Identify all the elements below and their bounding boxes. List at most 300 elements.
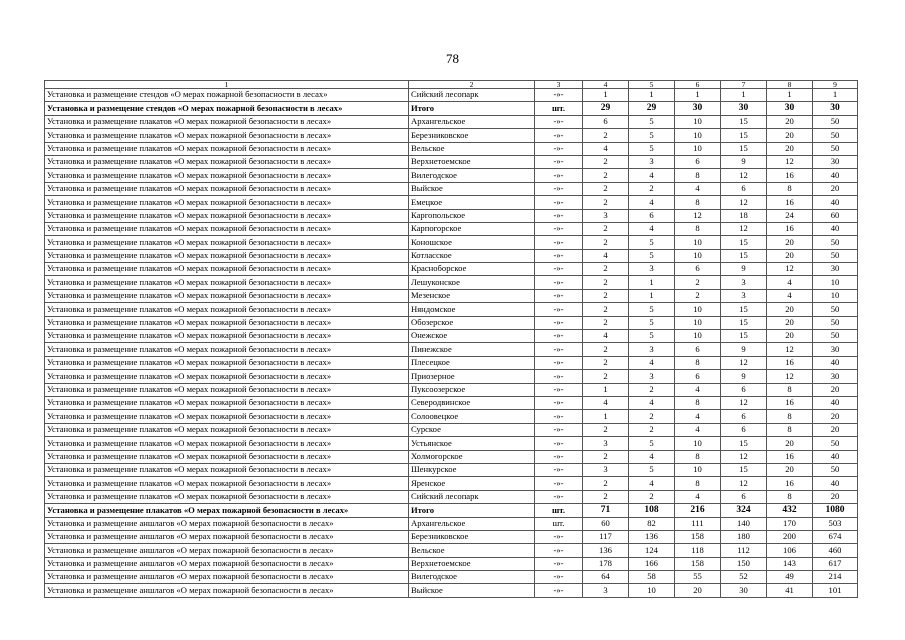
value-cell: 40	[813, 396, 858, 409]
value-cell: 50	[813, 463, 858, 476]
value-cell: 10	[675, 316, 721, 329]
value-cell: 20	[813, 490, 858, 503]
unit-cell: -»-	[535, 209, 583, 222]
value-cell: 6	[721, 383, 767, 396]
table-row	[45, 330, 858, 343]
unit-cell: -»-	[535, 155, 583, 168]
table-row	[45, 182, 858, 195]
activity-cell: Установка и размещение плакатов «О мерах пожарной безопасности в лесах»	[45, 155, 409, 168]
activity-cell: Установка и размещение аншлагов «О мерах пожарной безопасности в лесах»	[45, 530, 409, 543]
unit-cell: -»-	[535, 182, 583, 195]
table-header	[45, 81, 858, 89]
value-cell: 40	[813, 169, 858, 182]
value-cell: 9	[721, 343, 767, 356]
value-cell: 2	[583, 450, 629, 463]
value-cell: 5	[629, 129, 675, 142]
activity-cell: Установка и размещение плакатов «О мерах пожарной безопасности в лесах»	[45, 504, 409, 517]
value-cell: 3	[629, 343, 675, 356]
value-cell: 4	[629, 477, 675, 490]
value-cell: 2	[675, 276, 721, 289]
activity-cell: Установка и размещение плакатов «О мерах пожарной безопасности в лесах»	[45, 343, 409, 356]
value-cell: 2	[583, 370, 629, 383]
page-number: 78	[446, 51, 459, 66]
unit-cell: -»-	[535, 289, 583, 302]
value-cell: 140	[721, 517, 767, 530]
value-cell: 10	[675, 115, 721, 128]
value-cell: 6	[721, 423, 767, 436]
forestry-cell: Устьянское	[409, 437, 535, 450]
value-cell: 1	[767, 89, 813, 102]
value-cell: 20	[767, 463, 813, 476]
value-cell: 118	[675, 544, 721, 557]
activity-cell: Установка и размещение плакатов «О мерах пожарной безопасности в лесах»	[45, 437, 409, 450]
activity-cell: Установка и размещение аншлагов «О мерах пожарной безопасности в лесах»	[45, 584, 409, 597]
activity-cell: Установка и размещение плакатов «О мерах пожарной безопасности в лесах»	[45, 236, 409, 249]
unit-cell: -»-	[535, 490, 583, 503]
value-cell: 6	[675, 370, 721, 383]
value-cell: 10	[675, 249, 721, 262]
value-cell: 15	[721, 463, 767, 476]
value-cell: 178	[583, 557, 629, 570]
forestry-cell: Лешуконское	[409, 276, 535, 289]
table-row	[45, 169, 858, 182]
value-cell: 82	[629, 517, 675, 530]
value-cell: 2	[583, 276, 629, 289]
activity-cell: Установка и размещение плакатов «О мерах пожарной безопасности в лесах»	[45, 396, 409, 409]
value-cell: 214	[813, 571, 858, 584]
forestry-cell: Вилегодское	[409, 169, 535, 182]
value-cell: 2	[583, 222, 629, 235]
value-cell: 4	[629, 222, 675, 235]
activity-cell: Установка и размещение плакатов «О мерах пожарной безопасности в лесах»	[45, 450, 409, 463]
value-cell: 71	[583, 504, 629, 517]
unit-cell: -»-	[535, 142, 583, 155]
value-cell: 8	[767, 182, 813, 195]
value-cell: 16	[767, 169, 813, 182]
unit-cell: шт.	[535, 504, 583, 517]
forestry-cell: Коношское	[409, 236, 535, 249]
forestry-cell: Архангельское	[409, 517, 535, 530]
value-cell: 30	[813, 343, 858, 356]
unit-cell: -»-	[535, 169, 583, 182]
value-cell: 6	[583, 115, 629, 128]
column-number: 8	[767, 81, 813, 89]
forestry-cell: Березниковское	[409, 530, 535, 543]
value-cell: 3	[629, 155, 675, 168]
unit-cell: -»-	[535, 236, 583, 249]
value-cell: 8	[675, 450, 721, 463]
unit-cell: -»-	[535, 544, 583, 557]
value-cell: 60	[583, 517, 629, 530]
value-cell: 216	[675, 504, 721, 517]
value-cell: 40	[813, 196, 858, 209]
value-cell: 2	[583, 155, 629, 168]
activity-cell: Установка и размещение плакатов «О мерах пожарной безопасности в лесах»	[45, 316, 409, 329]
value-cell: 20	[813, 383, 858, 396]
value-cell: 6	[629, 209, 675, 222]
unit-cell: -»-	[535, 410, 583, 423]
value-cell: 20	[767, 129, 813, 142]
forestry-cell: Яренское	[409, 477, 535, 490]
unit-cell: -»-	[535, 263, 583, 276]
value-cell: 3	[583, 437, 629, 450]
value-cell: 20	[767, 236, 813, 249]
activity-cell: Установка и размещение аншлагов «О мерах пожарной безопасности в лесах»	[45, 557, 409, 570]
value-cell: 5	[629, 330, 675, 343]
value-cell: 2	[583, 236, 629, 249]
unit-cell: -»-	[535, 530, 583, 543]
value-cell: 5	[629, 236, 675, 249]
table-row	[45, 263, 858, 276]
unit-cell: -»-	[535, 383, 583, 396]
value-cell: 3	[629, 370, 675, 383]
value-cell: 4	[675, 423, 721, 436]
table-row	[45, 115, 858, 128]
forestry-cell: Холмогорское	[409, 450, 535, 463]
forestry-cell: Выйское	[409, 182, 535, 195]
forestry-cell: Березниковское	[409, 129, 535, 142]
value-cell: 29	[583, 102, 629, 115]
unit-cell: -»-	[535, 356, 583, 369]
value-cell: 2	[583, 129, 629, 142]
value-cell: 4	[675, 490, 721, 503]
value-cell: 9	[721, 370, 767, 383]
value-cell: 6	[675, 155, 721, 168]
value-cell: 2	[583, 303, 629, 316]
value-cell: 12	[721, 196, 767, 209]
table-row	[45, 584, 858, 597]
unit-cell: -»-	[535, 423, 583, 436]
value-cell: 503	[813, 517, 858, 530]
value-cell: 180	[721, 530, 767, 543]
value-cell: 40	[813, 356, 858, 369]
table-row	[45, 276, 858, 289]
unit-cell: -»-	[535, 249, 583, 262]
value-cell: 124	[629, 544, 675, 557]
value-cell: 111	[675, 517, 721, 530]
value-cell: 50	[813, 129, 858, 142]
activity-cell: Установка и размещение плакатов «О мерах пожарной безопасности в лесах»	[45, 249, 409, 262]
value-cell: 52	[721, 571, 767, 584]
column-number: 3	[535, 81, 583, 89]
value-cell: 2	[583, 182, 629, 195]
value-cell: 40	[813, 477, 858, 490]
table-row	[45, 316, 858, 329]
unit-cell: -»-	[535, 571, 583, 584]
value-cell: 64	[583, 571, 629, 584]
value-cell: 8	[675, 356, 721, 369]
value-cell: 4	[767, 276, 813, 289]
value-cell: 2	[583, 263, 629, 276]
table-row	[45, 155, 858, 168]
forestry-cell: Онежское	[409, 330, 535, 343]
unit-cell: -»-	[535, 276, 583, 289]
forestry-cell: Няндомское	[409, 303, 535, 316]
value-cell: 12	[721, 396, 767, 409]
unit-cell: -»-	[535, 557, 583, 570]
value-cell: 10	[675, 129, 721, 142]
value-cell: 324	[721, 504, 767, 517]
table-row	[45, 356, 858, 369]
value-cell: 4	[767, 289, 813, 302]
value-cell: 2	[583, 196, 629, 209]
activity-cell: Установка и размещение плакатов «О мерах пожарной безопасности в лесах»	[45, 356, 409, 369]
value-cell: 20	[813, 410, 858, 423]
value-cell: 20	[767, 115, 813, 128]
value-cell: 15	[721, 249, 767, 262]
value-cell: 15	[721, 129, 767, 142]
activity-cell: Установка и размещение плакатов «О мерах пожарной безопасности в лесах»	[45, 410, 409, 423]
value-cell: 6	[721, 410, 767, 423]
unit-cell: -»-	[535, 330, 583, 343]
value-cell: 8	[675, 222, 721, 235]
value-cell: 40	[813, 450, 858, 463]
value-cell: 30	[675, 102, 721, 115]
value-cell: 136	[629, 530, 675, 543]
value-cell: 58	[629, 571, 675, 584]
unit-cell: -»-	[535, 584, 583, 597]
value-cell: 20	[767, 249, 813, 262]
value-cell: 10	[675, 236, 721, 249]
column-number: 7	[721, 81, 767, 89]
value-cell: 1	[583, 89, 629, 102]
value-cell: 20	[767, 316, 813, 329]
value-cell: 136	[583, 544, 629, 557]
table-total-row	[45, 504, 858, 517]
activity-cell: Установка и размещение аншлагов «О мерах пожарной безопасности в лесах»	[45, 517, 409, 530]
value-cell: 30	[721, 102, 767, 115]
unit-cell: -»-	[535, 343, 583, 356]
table-row	[45, 209, 858, 222]
value-cell: 158	[675, 530, 721, 543]
activity-cell: Установка и размещение плакатов «О мерах пожарной безопасности в лесах»	[45, 477, 409, 490]
column-number: 9	[813, 81, 858, 89]
table-row	[45, 370, 858, 383]
value-cell: 50	[813, 249, 858, 262]
value-cell: 12	[721, 222, 767, 235]
table-total-row	[45, 102, 858, 115]
activity-cell: Установка и размещение плакатов «О мерах пожарной безопасности в лесах»	[45, 182, 409, 195]
forestry-cell: Сийский лесопарк	[409, 490, 535, 503]
unit-cell: -»-	[535, 370, 583, 383]
value-cell: 41	[767, 584, 813, 597]
value-cell: 1	[629, 276, 675, 289]
value-cell: 8	[675, 169, 721, 182]
activity-cell: Установка и размещение плакатов «О мерах пожарной безопасности в лесах»	[45, 463, 409, 476]
value-cell: 60	[813, 209, 858, 222]
activity-cell: Установка и размещение плакатов «О мерах пожарной безопасности в лесах»	[45, 115, 409, 128]
column-number: 6	[675, 81, 721, 89]
activity-cell: Установка и размещение плакатов «О мерах пожарной безопасности в лесах»	[45, 383, 409, 396]
forestry-cell: Северодвинское	[409, 396, 535, 409]
unit-cell: -»-	[535, 129, 583, 142]
value-cell: 170	[767, 517, 813, 530]
value-cell: 2	[583, 356, 629, 369]
value-cell: 1	[629, 289, 675, 302]
value-cell: 5	[629, 142, 675, 155]
table-row	[45, 423, 858, 436]
value-cell: 3	[583, 463, 629, 476]
value-cell: 2	[583, 316, 629, 329]
data-table	[44, 80, 858, 598]
unit-cell: шт.	[535, 517, 583, 530]
table-row	[45, 236, 858, 249]
table-row	[45, 396, 858, 409]
activity-cell: Установка и размещение плакатов «О мерах пожарной безопасности в лесах»	[45, 263, 409, 276]
value-cell: 8	[675, 396, 721, 409]
value-cell: 6	[721, 182, 767, 195]
value-cell: 16	[767, 222, 813, 235]
value-cell: 20	[675, 584, 721, 597]
value-cell: 30	[813, 263, 858, 276]
value-cell: 8	[767, 383, 813, 396]
value-cell: 50	[813, 437, 858, 450]
activity-cell: Установка и размещение плакатов «О мерах пожарной безопасности в лесах»	[45, 209, 409, 222]
value-cell: 112	[721, 544, 767, 557]
value-cell: 10	[629, 584, 675, 597]
value-cell: 9	[721, 155, 767, 168]
forestry-cell: Пуксоозерское	[409, 383, 535, 396]
value-cell: 1	[583, 383, 629, 396]
value-cell: 16	[767, 450, 813, 463]
value-cell: 20	[767, 437, 813, 450]
forestry-cell: Каргопольское	[409, 209, 535, 222]
value-cell: 15	[721, 316, 767, 329]
value-cell: 8	[675, 196, 721, 209]
table-row	[45, 129, 858, 142]
value-cell: 30	[813, 155, 858, 168]
value-cell: 2	[583, 289, 629, 302]
value-cell: 20	[767, 303, 813, 316]
value-cell: 50	[813, 303, 858, 316]
value-cell: 30	[767, 102, 813, 115]
value-cell: 150	[721, 557, 767, 570]
value-cell: 1	[675, 89, 721, 102]
value-cell: 6	[675, 263, 721, 276]
value-cell: 6	[675, 343, 721, 356]
value-cell: 50	[813, 330, 858, 343]
forestry-cell: Красноборское	[409, 263, 535, 276]
forestry-cell: Вилегодское	[409, 571, 535, 584]
value-cell: 20	[767, 142, 813, 155]
forestry-cell: Обозерское	[409, 316, 535, 329]
value-cell: 6	[721, 490, 767, 503]
value-cell: 4	[675, 182, 721, 195]
activity-cell: Установка и размещение плакатов «О мерах пожарной безопасности в лесах»	[45, 303, 409, 316]
value-cell: 12	[767, 343, 813, 356]
unit-cell: -»-	[535, 89, 583, 102]
forestry-cell: Пинежское	[409, 343, 535, 356]
activity-cell: Установка и размещение плакатов «О мерах пожарной безопасности в лесах»	[45, 423, 409, 436]
table-row	[45, 249, 858, 262]
column-number-row	[45, 81, 858, 89]
table-row	[45, 530, 858, 543]
value-cell: 5	[629, 316, 675, 329]
value-cell: 5	[629, 249, 675, 262]
value-cell: 3	[721, 276, 767, 289]
forestry-cell: Солоовецкое	[409, 410, 535, 423]
forestry-cell: Вельское	[409, 142, 535, 155]
activity-cell: Установка и размещение плакатов «О мерах пожарной безопасности в лесах»	[45, 142, 409, 155]
table-row	[45, 410, 858, 423]
unit-cell: -»-	[535, 303, 583, 316]
value-cell: 1080	[813, 504, 858, 517]
forestry-cell: Архангельское	[409, 115, 535, 128]
value-cell: 4	[629, 356, 675, 369]
value-cell: 12	[675, 209, 721, 222]
activity-cell: Установка и размещение плакатов «О мерах пожарной безопасности в лесах»	[45, 276, 409, 289]
column-number: 2	[409, 81, 535, 89]
value-cell: 5	[629, 463, 675, 476]
column-number: 1	[45, 81, 409, 89]
table-row	[45, 196, 858, 209]
value-cell: 2	[629, 383, 675, 396]
value-cell: 30	[813, 370, 858, 383]
table-row	[45, 463, 858, 476]
value-cell: 8	[767, 410, 813, 423]
unit-cell: -»-	[535, 316, 583, 329]
forestry-cell: Сийский лесопарк	[409, 89, 535, 102]
value-cell: 12	[767, 155, 813, 168]
forestry-cell: Верхнетоемское	[409, 155, 535, 168]
forestry-cell: Выйское	[409, 584, 535, 597]
table-row	[45, 450, 858, 463]
value-cell: 2	[583, 423, 629, 436]
value-cell: 4	[629, 396, 675, 409]
value-cell: 2	[583, 490, 629, 503]
value-cell: 15	[721, 115, 767, 128]
value-cell: 2	[629, 490, 675, 503]
value-cell: 1	[629, 89, 675, 102]
value-cell: 8	[675, 477, 721, 490]
value-cell: 4	[583, 330, 629, 343]
column-number: 5	[629, 81, 675, 89]
value-cell: 10	[675, 303, 721, 316]
value-cell: 432	[767, 504, 813, 517]
table-row	[45, 343, 858, 356]
value-cell: 12	[721, 356, 767, 369]
value-cell: 674	[813, 530, 858, 543]
value-cell: 29	[629, 102, 675, 115]
value-cell: 3	[721, 289, 767, 302]
value-cell: 101	[813, 584, 858, 597]
value-cell: 1	[721, 89, 767, 102]
value-cell: 106	[767, 544, 813, 557]
value-cell: 108	[629, 504, 675, 517]
activity-cell: Установка и размещение стендов «О мерах пожарной безопасности в лесах»	[45, 89, 409, 102]
value-cell: 12	[721, 450, 767, 463]
value-cell: 2	[629, 182, 675, 195]
value-cell: 2	[629, 410, 675, 423]
unit-cell: -»-	[535, 463, 583, 476]
forestry-cell: Емецкое	[409, 196, 535, 209]
table-row	[45, 571, 858, 584]
value-cell: 460	[813, 544, 858, 557]
value-cell: 12	[721, 169, 767, 182]
value-cell: 166	[629, 557, 675, 570]
value-cell: 4	[675, 410, 721, 423]
value-cell: 10	[675, 330, 721, 343]
activity-cell: Установка и размещение аншлагов «О мерах пожарной безопасности в лесах»	[45, 571, 409, 584]
table-row	[45, 477, 858, 490]
value-cell: 158	[675, 557, 721, 570]
activity-cell: Установка и размещение плакатов «О мерах пожарной безопасности в лесах»	[45, 289, 409, 302]
value-cell: 4	[583, 396, 629, 409]
value-cell: 24	[767, 209, 813, 222]
value-cell: 4	[583, 249, 629, 262]
value-cell: 5	[629, 303, 675, 316]
value-cell: 15	[721, 303, 767, 316]
